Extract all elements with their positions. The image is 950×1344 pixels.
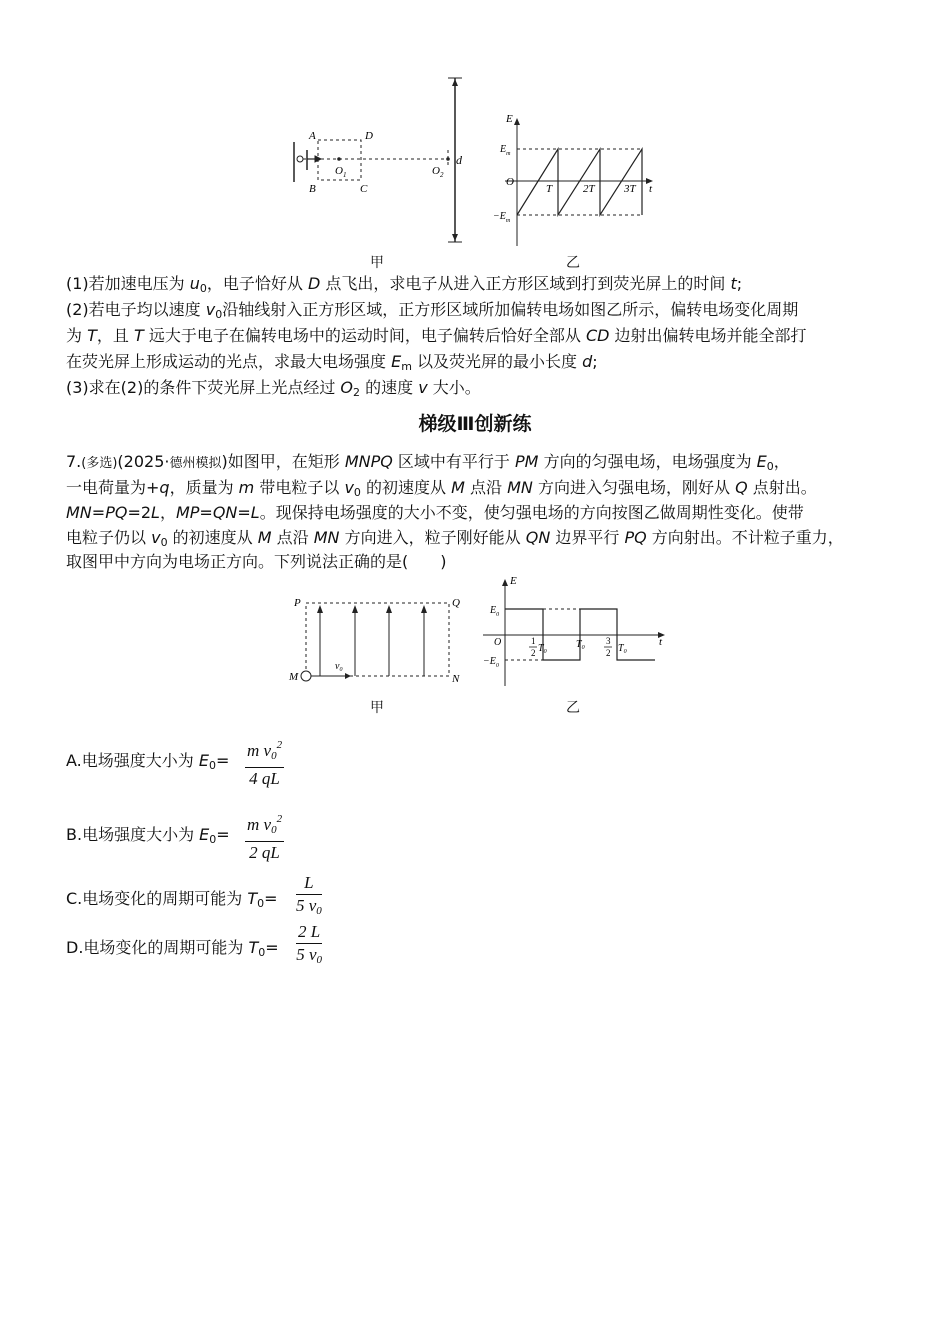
- graph1-t-label: t: [649, 183, 653, 195]
- label-O2: $O_2$: [432, 165, 444, 179]
- graph1-y-arrow: [514, 118, 520, 125]
- label-A: A: [309, 130, 316, 142]
- option-d[interactable]: [66, 921, 366, 971]
- sawtooth-wave: [517, 149, 642, 215]
- option-c[interactable]: [66, 872, 366, 922]
- label-N: N: [452, 673, 460, 685]
- q7-line1: 7.(多选)(2025·德州模拟)如图甲，在矩形 MNPQ 区域中有平行于 PM 方向的匀强电场，电场强度为 $E_0$，: [66, 452, 790, 473]
- option-a[interactable]: [66, 734, 346, 788]
- option-a-fraction: $\frac{m v_0^2}{4 qL}$: [245, 734, 284, 790]
- screen-arrow-down: [452, 234, 458, 241]
- graph2-threehalf-T0: $T_0$: [618, 643, 627, 655]
- graph1-3T-label: 3T: [624, 183, 636, 195]
- figure-2-field-region: [301, 603, 449, 681]
- o1-dot: [337, 157, 341, 161]
- figure-1: [280, 70, 680, 270]
- graph1-Em-label: $E_m$: [500, 144, 511, 157]
- field-arrow-4: [421, 605, 427, 613]
- velocity-arrow: [345, 673, 351, 679]
- q7-line5: 取图甲中方向为电场正方向。下列说法正确的是( ): [66, 552, 447, 571]
- figure-2-caption-right: 乙: [566, 700, 580, 716]
- graph2-E-label: E: [510, 575, 517, 587]
- field-arrow-2: [352, 605, 358, 613]
- graph1-2T-label: 2T: [583, 183, 595, 195]
- label-D: D: [365, 130, 373, 142]
- q6-part2-line2: 为 T，且 T 远大于电子在偏转电场中的运动时间，电子偏转后恰好全部从 CD 边射出偏转电场并能全部打: [66, 326, 807, 345]
- q6-part2-line1: (2)若电子均以速度 $v_0$沿轴线射入正方形区域，正方形区域所加偏转电场如图乙所示，偏转电场变化周期: [66, 300, 799, 321]
- q6-part3: (3)求在(2)的条件下荧光屏上光点经过 $O_2$ 的速度 v 大小。: [66, 378, 481, 399]
- label-O1: $O_1$: [335, 165, 347, 179]
- option-d-text: D.电场变化的周期可能为 $T_0=$: [66, 938, 279, 959]
- figure-1-apparatus: [294, 78, 462, 242]
- field-arrow-1: [317, 605, 323, 613]
- section-heading: 梯级Ⅲ创新练: [418, 413, 532, 435]
- label-B: B: [309, 183, 316, 195]
- figure-1-caption-right: 乙: [566, 255, 580, 271]
- graph1-negEm-label: $-E_m$: [493, 211, 511, 224]
- figure-2-graph: [483, 582, 663, 686]
- label-P: P: [294, 597, 301, 609]
- graph1-T-label: T: [546, 183, 553, 195]
- option-a-text: A.电场强度大小为 $E_0=$: [66, 751, 230, 772]
- q7-line3: MN=PQ=2L，MP=QN=L。现保持电场强度的大小不变，使匀强电场的方向按图乙做周期性变化。使带: [66, 503, 804, 522]
- graph2-y-arrow: [502, 579, 508, 586]
- graph2-half-den: 2: [531, 648, 536, 658]
- graph2-negE0-label: $-E_0$: [483, 656, 499, 669]
- option-b-fraction: $\frac{m v_0^2}{2 qL}$: [245, 808, 284, 864]
- q7-line2: 一电荷量为+q，质量为 m 带电粒子以 $v_0$ 的初速度从 M 点沿 MN 方向进入匀强电场，刚好从 Q 点射出。: [66, 478, 817, 499]
- graph2-E0-label: $E_0$: [490, 605, 500, 618]
- label-M: M: [289, 671, 299, 683]
- q6-part2-line3: 在荧光屏上形成运动的光点，求最大电场强度 $E_m$ 以及荧光屏的最小长度 d;: [66, 352, 598, 373]
- q6-part1: (1)若加速电压为 $u_0$，电子恰好从 D 点飞出，求电子从进入正方形区域到打到荧光屏上的时间 t;: [66, 274, 743, 295]
- field-arrow-3: [386, 605, 392, 613]
- option-b[interactable]: [66, 808, 346, 862]
- label-v0: $v_0$: [335, 661, 343, 673]
- graph2-half-num: 1: [531, 636, 536, 646]
- option-b-text: B.电场强度大小为 $E_0=$: [66, 825, 230, 846]
- graph2-half-T0: $T_0$: [538, 643, 547, 655]
- graph1-E-label: E: [506, 113, 513, 125]
- graph2-threehalf-den: 2: [606, 648, 611, 658]
- option-c-text: C.电场变化的周期可能为 $T_0=$: [66, 889, 278, 910]
- graph2-T0-label: $T_0$: [576, 639, 585, 651]
- q7-line4: 电粒子仍以 $v_0$ 的初速度从 M 点沿 MN 方向进入，粒子刚好能从 QN 边界平行 PQ 方向射出。不计粒子重力，: [66, 528, 844, 549]
- label-Q: Q: [452, 597, 460, 609]
- screen-arrow-up: [452, 79, 458, 86]
- figure-2: [285, 572, 685, 694]
- label-C: C: [360, 183, 368, 195]
- graph2-threehalf-num: 3: [606, 636, 611, 646]
- figure-1-caption-left: 甲: [370, 255, 384, 271]
- label-d: d: [456, 153, 462, 167]
- figure-2-caption-left: 甲: [370, 700, 384, 716]
- o2-dot: [446, 157, 450, 161]
- option-c-fraction: $\frac{L}{5 v_0}$: [296, 873, 322, 917]
- option-d-fraction: $\frac{2 L}{5 v_0}$: [296, 922, 322, 966]
- graph1-O-label: O: [506, 176, 514, 188]
- graph2-t-label: t: [659, 636, 663, 648]
- graph2-O-label: O: [494, 637, 502, 648]
